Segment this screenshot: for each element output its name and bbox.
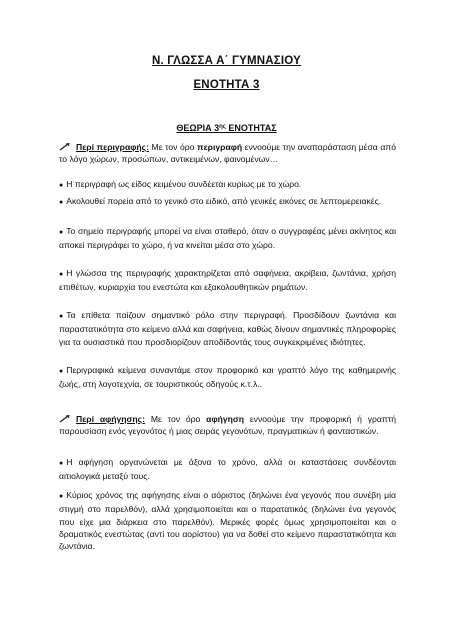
narration-heading: Περί αφήγησης: — [76, 414, 145, 424]
description-term: περιγραφή — [196, 142, 243, 152]
description-bullet-3: ● Το σημείο περιγραφής μπορεί να είναι σταθερό, όταν ο συγγραφέας μένει ακίνητος και αποκεί περιγράφει το χώρο, ή να κινείται μέσα στο χώρο. — [59, 226, 396, 251]
narration-term: αφήγηση — [206, 414, 244, 424]
description-intro: Περί περιγραφής: Με τον όρο περιγραφή εννοούμε την αναπαράσταση μέσα από το λόγο χώρων, προσώπων, αντικειμένων, φαινομένων… — [59, 142, 396, 165]
document-title: Ν. ΓΛΩΣΣΑ Α΄ ΓΥΜΝΑΣΙΟΥ — [151, 55, 301, 67]
bullet-icon: ● — [59, 460, 64, 467]
narration-bullet-2: ● Κύριος χρόνος της αφήγησης είναι ο αόριστος (δηλώνει ένα γεγονός που συνέβη μία στιγμή στο παρελθόν), αλλά χρησιμοποιείται και ο παρατατικός (δηλώνει ένα γεγονός που είχε μια διάρκεια στο παρελθόν). Μερικές φορές όμως χρησιμοποιείται και ο δραματικός ενεστώτας (αντί του αορίστου) για να δοθεί στο κείμενο παραστατικότητα και ζωντάνια. — [59, 490, 396, 552]
description-bullet-5: ● Τα επίθετα παίζουν σημαντικό ρόλο στην περιγραφή. Προσδίδουν ζωντάνια και παραστατικότητα στο κείμενο αλλά και σαφήνεια, καθώς δίνουν σημαντικές πληροφορίες για τα ουσιαστικά που προσδιορίζουν αποδίδοντάς τους συγκεκριμένες ιδιότητες. — [59, 310, 396, 347]
bullet-icon: ● — [59, 493, 64, 500]
unit-title: ΕΝΟΤΗΤΑ 3 — [193, 79, 260, 91]
bullet-icon: ● — [59, 182, 64, 189]
description-heading: Περί περιγραφής: — [76, 142, 150, 152]
bullet-icon: ● — [59, 368, 64, 375]
pointing-hand-icon — [59, 143, 70, 151]
bullet-icon: ● — [59, 199, 64, 206]
description-bullet-4: ● Η γλώσσα της περιγραφής χαρακτηρίζεται από σαφήνεια, ακρίβεια, ζωντάνια, χρήση επιθέτων, κυριαρχία του ενεστώτα και εξακολουθητικών ρημάτων. — [59, 268, 396, 293]
pointing-hand-icon — [59, 415, 70, 423]
narration-bullet-1: ● Η αφήγηση οργανώνεται με άξονα το χρόνο, αλλά οι καταστάσεις συνδέονται αιτιολογικά μεταξύ τους. — [59, 457, 396, 482]
theory-heading: ΘΕΩΡΙΑ $3^{\eta\varsigma}$ ΕΝΟΤΗΤΑΣ — [176, 123, 277, 133]
bullet-icon: ● — [59, 271, 64, 278]
description-bullet-1: ● Η περιγραφή ως είδος κειμένου συνδέεται κυρίως με το χώρο. — [59, 178, 396, 192]
description-bullet-6: ● Περιγραφικά κείμενα συναντάμε στον προφορικό και γραπτό λόγο της καθημερινής ζωής, στη λογοτεχνία, σε τουριστικούς οδηγούς κ.τ.λ.. — [59, 365, 396, 390]
bullet-icon: ● — [59, 313, 64, 320]
narration-intro: Περί αφήγησης: Με τον όρο αφήγηση εννοούμε την προφορική ή γραπτή παρουσίαση ενός γεγονότος ή μιας σειράς γεγονότων, πραγματικών ή φανταστικών. — [59, 414, 396, 437]
description-bullet-2: ● Ακολουθεί πορεία από το γενικό στο ειδικό, από γενικές εικόνες σε λεπτομερειακές. — [59, 195, 396, 209]
bullet-icon: ● — [59, 229, 64, 236]
